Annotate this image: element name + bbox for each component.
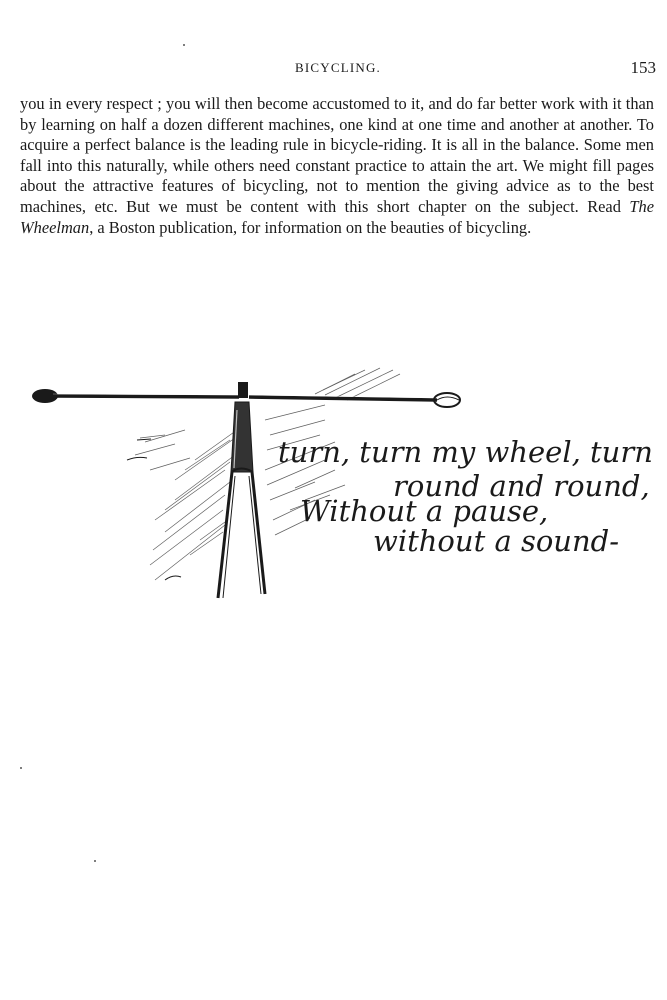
ink-speck <box>94 860 96 862</box>
handlebar-drawing <box>25 360 660 610</box>
page-number: 153 <box>630 58 656 77</box>
running-head <box>20 58 656 82</box>
verse-line-1: turn, turn my wheel, turn <box>278 435 653 469</box>
running-title: BICYCLING. <box>294 60 382 75</box>
verse-line-2: round and round, <box>393 469 650 503</box>
fork <box>218 382 265 598</box>
verse-lines <box>278 435 653 558</box>
publication-title: The Wheelman <box>20 196 654 237</box>
body-text-part-2: , a Boston publication, for information on the beauties of bicycling. <box>89 217 532 237</box>
body-text-part-1: you in every respect ; you will then become accustomed to it, and do far better work with it than by learning on half a dozen different machines, one kind at one time and another at another. To acquire a perfect balance is the leading rule in bicycle-riding. It is all in the balance. Some men fall into this naturally, while others need constant practice to attain the art. We might fill pages about the attractive features of bicycling, not to mention the giving advice as to the best machines, etc. But we must be content with this short chapter on the subject. Read <box>20 94 654 216</box>
verse-line-4: without a sound- <box>373 524 620 558</box>
verse-line-3: Without a pause, <box>300 494 549 528</box>
handlebar-illustration <box>25 360 660 610</box>
body-paragraph <box>20 94 654 238</box>
stray-marks <box>127 439 181 580</box>
ink-speck <box>20 767 22 769</box>
ink-speck <box>183 44 185 46</box>
